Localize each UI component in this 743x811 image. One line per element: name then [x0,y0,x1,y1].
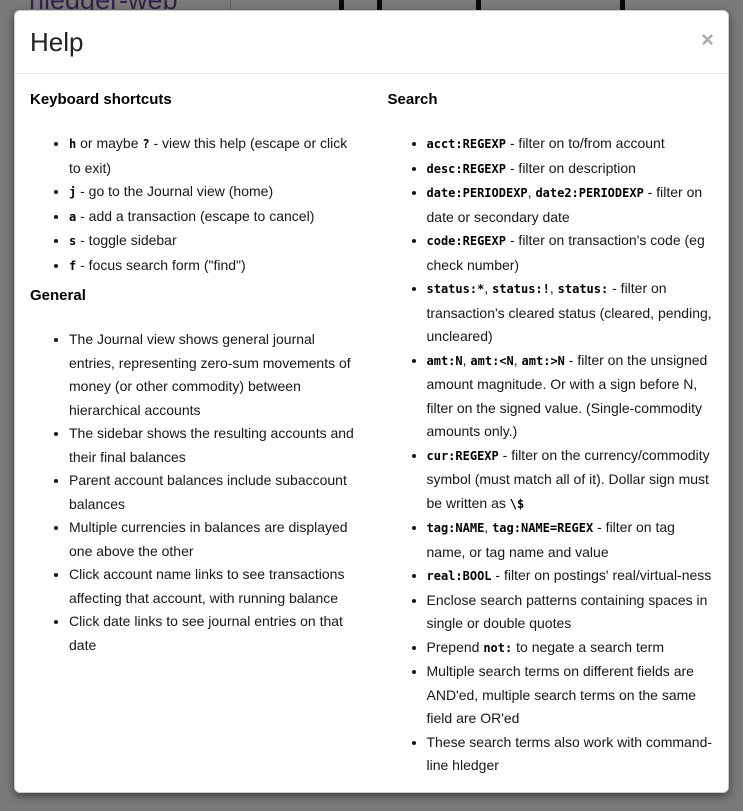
code-term: code:REGEXP [426,234,506,248]
list-item: • code:REGEXP - filter on transaction's code (eg check number) [427,229,714,277]
modal-header [15,11,728,74]
section-heading-search: Search [387,91,438,108]
code-term: \$ [509,496,525,511]
list-item: • Click account name links to see transactions affecting that account, with running balance [69,563,356,610]
section-list-search [388,132,714,778]
code-term: date2:PERIODEXP [535,186,644,200]
list-item: • The Journal view shows general journal entries, representing zero-sum movements of money (or other commodity) between hierarchical accounts [69,328,356,422]
list-item: • f - focus search form ("find") [69,254,356,279]
code-term: tag:NAME [426,521,485,535]
code-term: tag:NAME=REGEX [492,521,594,535]
list-item: • j - go to the Journal view (home) [69,180,356,205]
list-item: • desc:REGEXP - filter on description [427,157,714,182]
code-term: amt:N [426,353,463,368]
code-term: cur:REGEXP [426,448,499,463]
code-term: f [69,258,77,273]
list-item: • The sidebar shows the resulting accounts and their final balances [69,422,356,469]
code-term: acct:REGEXP [426,137,506,151]
list-item: • Prepend not: to negate a search term [427,636,714,661]
section-heading-general: General [30,287,86,304]
list-item: • h or maybe ? - view this help (escape or click to exit) [69,132,356,180]
code-term: j [69,185,77,199]
code-term: amt:>N [521,353,565,368]
list-item: • acct:REGEXP - filter on to/from account [427,132,714,157]
section-list-general [30,328,356,657]
list-item: • date:PERIODEXP, date2:PERIODEXP - filter on date or secondary date [427,181,714,229]
list-item: • tag:NAME, tag:NAME=REGEX - filter on tag name, or tag name and value [427,516,714,564]
section-list-keyboard-shortcuts [30,132,356,278]
list-item: • cur:REGEXP - filter on the currency/commodity symbol (must match all of it). Dollar sign must be written as \$ [427,444,714,517]
code-term: s [69,234,77,248]
list-item: • amt:N, amt:<N, amt:>N - filter on the unsigned amount magnitude. Or with a sign before N, filter on the signed value. (Single-commodity amounts only.) [427,349,714,444]
list-item: • Parent account balances include subaccount balances [69,469,356,516]
code-term: amt:<N [470,353,514,368]
code-term: status: [557,282,609,296]
code-term: real:BOOL [426,569,492,583]
code-term: date:PERIODEXP [426,186,528,200]
code-term: not: [483,640,513,655]
modal-body [15,74,728,793]
code-term: status:* [426,282,485,296]
list-item: • s - toggle sidebar [69,229,356,254]
help-modal [14,10,729,793]
list-item: • These search terms also work with command-line hledger [427,731,714,778]
section-heading-keyboard-shortcuts: Keyboard shortcuts [30,91,172,108]
code-term: h [69,137,77,151]
close-icon[interactable]: × [701,27,714,52]
list-item: • real:BOOL - filter on postings' real/virtual-ness [427,564,714,589]
code-term: a [69,209,77,224]
left-column [30,87,372,787]
modal-title: Help [30,27,84,57]
list-item: • status:*, status:!, status: - filter on transaction's cleared status (cleared, pending, uncleared) [427,277,714,349]
code-term: status:! [492,282,550,296]
list-item: • Multiple currencies in balances are displayed one above the other [69,516,356,563]
list-item: • Multiple search terms on different fields are AND'ed, multiple search terms on the same field are OR'ed [427,660,714,731]
list-item: • Enclose search patterns containing spaces in single or double quotes [427,589,714,636]
right-column [372,87,714,787]
code-term: ? [142,137,150,151]
list-item: • Click date links to see journal entries on that date [69,610,356,657]
list-item: • a - add a transaction (escape to cancel) [69,205,356,230]
code-term: desc:REGEXP [426,161,506,176]
